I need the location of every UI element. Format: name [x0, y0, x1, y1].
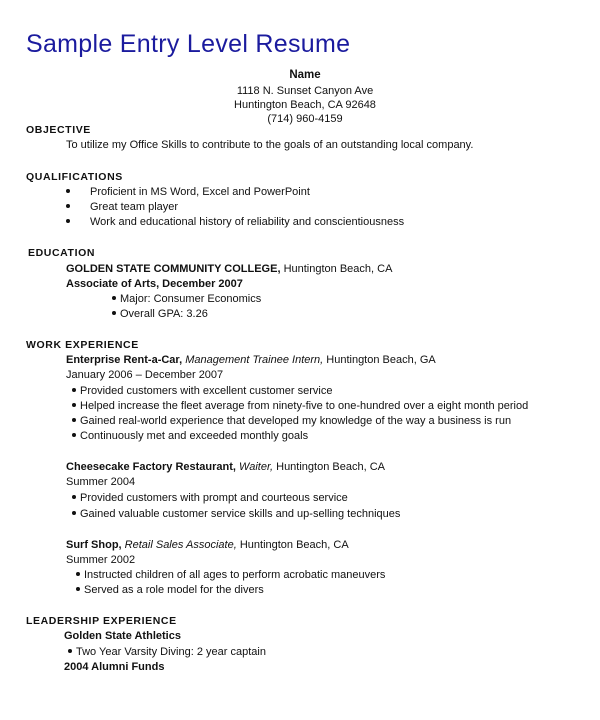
leadership-org: Golden State Athletics — [64, 630, 181, 642]
job-location: Huntington Beach, GA — [326, 354, 436, 366]
bullet-icon — [72, 433, 76, 437]
leadership-item: Two Year Varsity Diving: 2 year captain — [68, 646, 266, 658]
job-role: Management Trainee Intern, — [185, 354, 324, 366]
job-role: Waiter, — [239, 461, 274, 473]
school-name: GOLDEN STATE COMMUNITY COLLEGE, — [66, 263, 281, 275]
bullet-icon — [66, 189, 70, 193]
contact-address: 1118 N. Sunset Canyon Ave — [236, 85, 374, 97]
job-dates: Summer 2004 — [66, 476, 136, 488]
bullet-icon — [66, 204, 70, 208]
job-role: Retail Sales Associate, — [124, 539, 237, 551]
resume-title: Sample Entry Level Resume — [26, 30, 351, 58]
bullet-icon — [76, 587, 80, 591]
job-location: Huntington Beach, CA — [239, 539, 349, 551]
objective-heading: OBJECTIVE — [26, 124, 91, 136]
job-item: Gained valuable customer service skills and up-selling techniques — [72, 508, 400, 520]
qualification-item: Work and educational history of reliability and conscientiousness — [66, 216, 404, 228]
bullet-icon — [72, 511, 76, 515]
qualification-item: Great team player — [66, 201, 178, 213]
contact-block — [0, 68, 600, 126]
bullet-icon — [112, 311, 116, 315]
job-item: Served as a role model for the divers — [76, 584, 264, 596]
leadership-heading: LEADERSHIP EXPERIENCE — [26, 615, 177, 627]
job-title-line — [66, 354, 436, 366]
work-heading: WORK EXPERIENCE — [26, 339, 139, 351]
bullet-icon — [66, 219, 70, 223]
job-employer: Cheesecake Factory Restaurant, — [66, 461, 236, 473]
job-item: Gained real-world experience that developed my knowledge of the way a business is run — [72, 415, 511, 427]
bullet-icon — [72, 495, 76, 499]
job-location: Huntington Beach, CA — [276, 461, 385, 473]
education-item: Major: Consumer Economics — [112, 293, 261, 305]
job-dates: January 2006 – December 2007 — [66, 369, 224, 381]
job-item: Provided customers with prompt and courteous service — [72, 492, 348, 504]
contact-phone: (714) 960-4159 — [267, 113, 343, 125]
job-item: Helped increase the fleet average from ninety-five to one-hundred over a eight month period — [72, 400, 528, 412]
job-item: Provided customers with excellent customer service — [72, 385, 332, 397]
qualification-item: Proficient in MS Word, Excel and PowerPoint — [66, 186, 310, 198]
contact-city: Huntington Beach, CA 92648 — [234, 99, 376, 111]
education-item: Overall GPA: 3.26 — [112, 308, 208, 320]
education-school-line — [66, 263, 392, 275]
bullet-icon — [72, 388, 76, 392]
job-employer: Enterprise Rent-a-Car, — [66, 354, 183, 366]
job-employer: Surf Shop, — [66, 539, 122, 551]
bullet-icon — [76, 572, 80, 576]
contact-name: Name — [289, 69, 321, 81]
job-title-line — [66, 461, 385, 473]
education-heading: EDUCATION — [28, 247, 96, 259]
leadership-funds: 2004 Alumni Funds — [64, 661, 165, 673]
school-location: Huntington Beach, CA — [283, 263, 393, 275]
job-item: Continuously met and exceeded monthly goals — [72, 430, 308, 442]
bullet-icon — [72, 403, 76, 407]
bullet-icon — [112, 296, 116, 300]
job-dates: Summer 2002 — [66, 554, 136, 566]
job-item: Instructed children of all ages to perform acrobatic maneuvers — [76, 569, 385, 581]
bullet-icon — [72, 418, 76, 422]
job-title-line — [66, 539, 349, 551]
qualifications-heading: QUALIFICATIONS — [26, 171, 123, 183]
degree: Associate of Arts, December 2007 — [66, 278, 243, 290]
bullet-icon — [68, 649, 72, 653]
objective-text: To utilize my Office Skills to contribute to the goals of an outstanding local company. — [66, 139, 474, 151]
